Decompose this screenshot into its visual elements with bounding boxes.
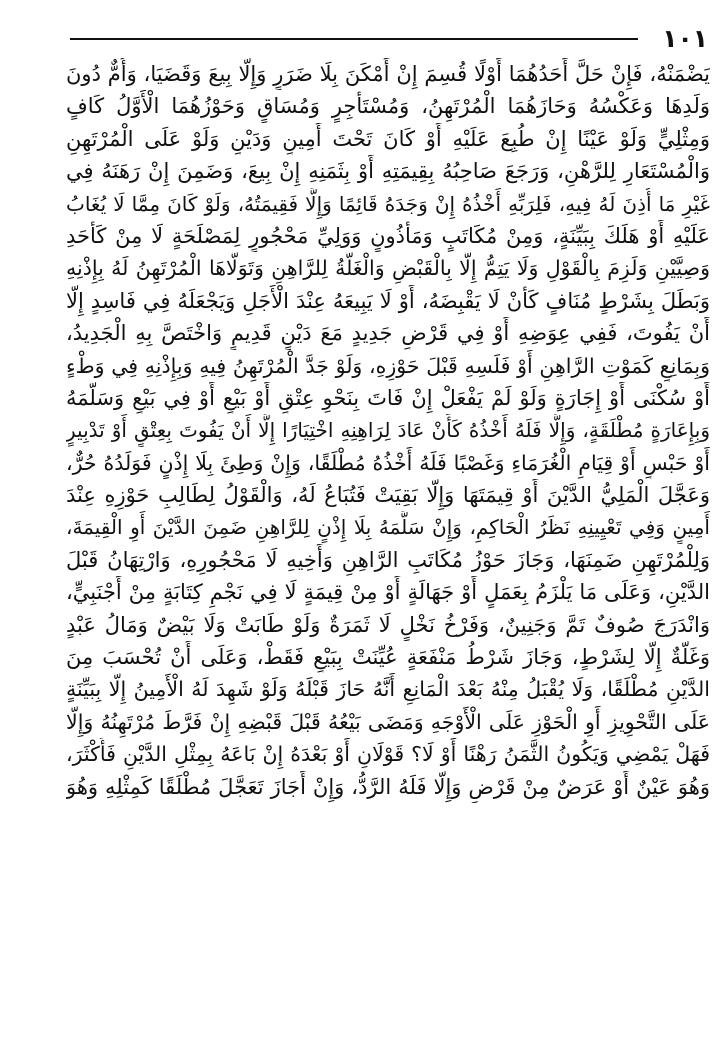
- text-line: وَعَجَّلَ الْمَلِيُّ الدَّيْنَ أَوْ قِيمَتَهَا وَإِلَّا بَقِيَتْ فَتُبَاعُ لَهُ، وَالْقَوْلُ لِطَالِبِ حَوْزِهِ عِنْدَ: [66, 483, 710, 508]
- text-line: وَبَطَلَ بِشَرْطٍ مُنَافٍ كَأَنْ لَا يَقْبِضَهُ، أَوْ لَا يَبِيعَهُ عِنْدَ الْأَجَلِ وَيَجْعَلَهُ فِي فَاسِدٍ إِلَّا: [66, 288, 710, 313]
- text-line: وَمِثْلِيٍّ وَلَوْ عَيْنًا إِنْ طُبِعَ عَلَيْهِ أَوْ كَانَ تَحْتَ أَمِينٍ وَدَيْنٍ وَلَوْ عَلَى الْمُرْتَهِنِ: [66, 126, 710, 151]
- text-line: وَلِلْمُرْتَهِنِ ضَمِنَهَا، وَجَازَ حَوْزُ مُكَاتَبِ الرَّاهِنِ وَأَخِيهِ لَا مَحْجُورِهِ، وَارْتِهَانُ قَبْلَ: [66, 547, 710, 572]
- header-rule: [70, 38, 638, 40]
- text-line: وَبِمَانِعٍ كَمَوْتِ الرَّاهِنِ أَوْ فَلَسِهِ قَبْلَ حَوْزِهِ، وَلَوْ جَدَّ الْمُرْتَهِنُ فِيهِ وَبِإِذْنِهِ فِي وَطْءٍ: [66, 353, 710, 378]
- text-line: أَوْ سُكْنَى أَوْ إِجَارَةٍ وَلَوْ لَمْ يَفْعَلْ إِنْ فَاتَ بِنَحْوِ عِتْقٍ أَوْ بَيْعٍ أَوْ فِي بَيْعٍ وَسَلَّمَهُ: [66, 385, 710, 410]
- text-line: أَوْ حَبْسٍ أَوْ قِيَامِ الْغُرَمَاءِ وَغَصْبًا فَلَهُ أَخْذُهُ مُطْلَقًا، وَإِنْ وَطِئَ بِلَا إِذْنٍ فَوَلَدُهُ حُرٌّ،: [66, 450, 710, 475]
- page-number: ١٠١: [662, 24, 708, 53]
- text-line: الدَّيْنِ، وَعَلَى مَا يَلْزَمُ بِعَمَلٍ أَوْ جَهَالَةٍ أَوْ مِنْ قِيمَةٍ لَا فِي نَجْمِ كِتَابَةٍ مِنْ أَجْنَبِيٍّ،: [66, 580, 710, 605]
- text-line: عَلَى التَّحْوِيزِ أَوِ الْحَوْزِ عَلَى الْأَوْجَهِ وَمَضَى بَيْعُهُ قَبْلَ قَبْضِهِ إِنْ فَرَّطَ مُرْتَهِنُهُ وَإِلَّا: [66, 709, 710, 734]
- text-line: يَضْمَنْهُ، فَإِنْ حَلَّ أَحَدُهُمَا أَوْلًا قُسِمَ إِنْ أَمْكَنَ بِلَا ضَرَرٍ وَإِلَّا بِيعَ وَقَضَيَا، وَأُمٌّ دُونَ: [66, 62, 710, 86]
- text-line: وَالْمُسْتَعَارِ لِلرَّهْنِ، وَرَجَعَ صَاحِبُهُ بِقِيمَتِهِ أَوْ بِثَمَنِهِ إِنْ بِيعَ، وَضَمِنَ إِنْ رَهَنَهُ فِي: [66, 159, 710, 184]
- text-line: عَلَيْهِ أَوْ هَلَكَ بِبَيِّنَةٍ، وَمِنْ مُكَاتَبٍ وَمَأْذُونٍ وَوَلِيِّ مَحْجُورٍ لِمَصْلَحَةٍ لَا مِنْ كَأَحَدِ: [66, 223, 710, 248]
- text-line: وَلَدِهَا وَعَكْسُهُ وَحَازَهُمَا الْمُرْتَهِنُ، وَمُسْتَأْجِرٍ وَمُسَاقٍ وَحَوْزُهُمَا الْأَوَّلُ كَافٍ: [66, 94, 710, 119]
- text-line: أَمِينٍ وَفِي تَعْيِينِهِ نَظَرُ الْحَاكِمِ، وَإِنْ سَلَّمَهُ بِلَا إِذْنٍ لِلرَّاهِنِ ضَمِنَ الدَّيْنَ أَوِ الْقِيمَةَ،: [66, 515, 710, 540]
- text-line: غَيْرِ مَا أُذِنَ لَهُ فِيهِ، فَلِرَبِّهِ أَخْذُهُ إِنْ وَجَدَهُ قَائِمًا وَإِلَّا فَقِيمَتُهُ، وَلَوْ كَانَ مِمَّا لَا يُغَابُ: [66, 191, 710, 216]
- text-line: وَغَلَّةٌ إِلَّا لِشَرْطٍ، وَجَازَ شَرْطُ مَنْفَعَةٍ عُيِّنَتْ بِبَيْعٍ فَقَطْ، وَعَلَى أَنْ تُحْسَبَ مِنَ: [66, 645, 710, 670]
- text-line: الدَّيْنِ مُطْلَقًا، وَلَا يُقْبَلُ مِنْهُ بَعْدَ الْمَانِعِ أَنَّهُ حَازَ قَبْلَهُ وَلَوْ شَهِدَ لَهُ الْأَمِينُ إِلَّا بِبَيِّنَةٍ: [66, 677, 710, 702]
- text-line: وَصِيَّيْنِ وَلَزِمَ بِالْقَوْلِ وَلَا يَتِمُّ إِلَّا بِالْقَبْضِ وَالْغَلَّةُ لِلرَّاهِنِ وَتَوَلَّاهَا الْمُرْتَهِنُ لَهُ بِإِذْنِهِ: [66, 256, 710, 281]
- text-line: وَبِإِعَارَةٍ مُطْلَقَةٍ، وَإِلَّا فَلَهُ أَخْذُهُ كَأَنْ عَادَ لِرَاهِنِهِ اخْتِيَارًا إِلَّا أَنْ يَفُوتَ بِعِتْقٍ أَوْ تَدْبِيرٍ: [66, 418, 710, 443]
- text-line: أَنْ يَفُوتَ، فَفِي عِوَضِهِ أَوْ فِي قَرْضٍ جَدِيدٍ مَعَ دَيْنٍ قَدِيمٍ وَاخْتَصَّ بِهِ الْجَدِيدُ،: [66, 321, 710, 346]
- text-line: وَهُوَ عَيْنٌ أَوْ عَرَضٌ مِنْ قَرْضٍ وَإِلَّا فَلَهُ الرَّدُّ، وَإِنْ أَجَازَ تَعَجَّلَ مُطْلَقًا كَمِثْلِهِ وَهُوَ: [66, 774, 710, 799]
- text-line: وَانْدَرَجَ صُوفٌ تَمَّ وَجَنِينٌ، وَفَرْخُ نَخْلٍ لَا ثَمَرَةٌ وَلَوْ طَابَتْ وَلَا بَيْضٌ وَمَالُ عَبْدٍ: [66, 612, 710, 637]
- text-line: فَهَلْ يَمْضِي وَيَكُونُ الثَّمَنُ رَهْنًا أَوْ لَا؟ قَوْلَانِ أَوْ بَعْدَهُ إِنْ بَاعَهُ بِمِثْلِ الدَّيْنِ فَأَكْثَرَ،: [66, 742, 710, 767]
- body-text: [66, 58, 710, 803]
- page-header: [70, 24, 708, 54]
